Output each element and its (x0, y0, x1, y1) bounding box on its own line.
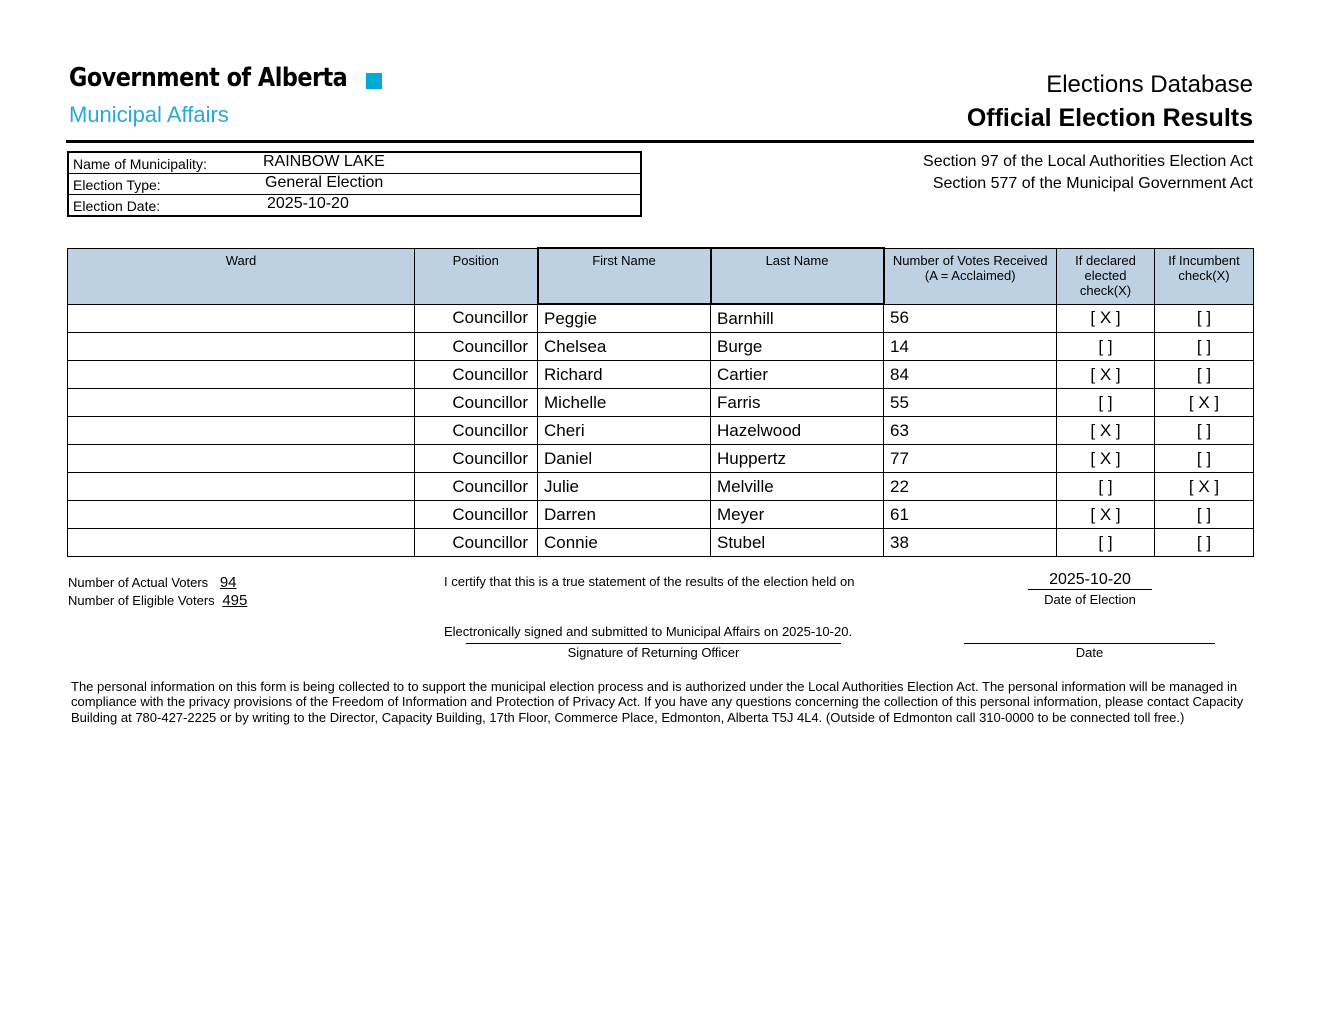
incumbent-check-cell: [ ] (1155, 501, 1254, 529)
header-ward: Ward (68, 248, 415, 304)
eligible-voters-value: 495 (222, 592, 248, 609)
government-logo-text: Government of Alberta (69, 63, 348, 93)
first-name-cell: Cheri (538, 417, 711, 445)
table-row (68, 417, 1254, 445)
first-name-cell: Daniel (538, 445, 711, 473)
position-cell: Councillor (415, 417, 538, 445)
election-date-row (69, 195, 640, 215)
privacy-notice: The personal information on this form is being collected to to support the municipal election process and is authorized under the Local Authorities Election Act. The personal information will be managed in compliance with the privacy provisions of the Freedom of Information and Protection of Privacy Act. If you have any questions concerning the collection of this personal information, please contact Capacity Building at 780-427-2225 or by writing to the Director, Capacity Building, 17th Floor, Commerce Place, Edmonton, Alberta T5J 4L4. (Outside of Edmonton call 310-0000 to be connected toll free.) (71, 679, 1244, 725)
date-label: Date (1075, 645, 1104, 660)
votes-cell: 38 (884, 529, 1057, 557)
act-reference-2: Section 577 of the Municipal Government Act (932, 175, 1253, 192)
ward-cell (68, 304, 415, 333)
document-title: Official Election Results (966, 104, 1253, 132)
header-position: Position (415, 248, 538, 304)
table-header-row (68, 248, 1254, 304)
elected-check-cell: [ ] (1057, 389, 1155, 417)
act-reference-1: Section 97 of the Local Authorities Election Act (923, 153, 1253, 170)
actual-voters-label: Number of Actual Voters (68, 575, 209, 590)
votes-cell: 63 (884, 417, 1057, 445)
first-name-cell: Darren (538, 501, 711, 529)
ward-cell (68, 333, 415, 361)
header-votes: Number of Votes Received (A = Acclaimed) (884, 248, 1057, 304)
certify-date: 2025-10-20 (1028, 571, 1152, 590)
first-name-cell: Connie (538, 529, 711, 557)
date-line (964, 643, 1215, 644)
elected-check-cell: [ X ] (1057, 304, 1155, 333)
last-name-cell: Burge (711, 333, 884, 361)
actual-voters (68, 574, 237, 591)
incumbent-check-cell: [ ] (1155, 529, 1254, 557)
municipality-value: RAINBOW LAKE (263, 153, 385, 170)
election-type-row (69, 174, 640, 195)
ward-cell (68, 501, 415, 529)
position-cell: Councillor (415, 389, 538, 417)
ward-cell (68, 361, 415, 389)
certify-statement: I certify that this is a true statement of the results of the election held on (444, 574, 855, 589)
last-name-cell: Huppertz (711, 445, 884, 473)
municipality-label: Name of Municipality: (73, 156, 207, 172)
signature-label: Signature of Returning Officer (567, 645, 740, 660)
eligible-voters-label: Number of Eligible Voters (68, 593, 215, 608)
first-name-cell: Chelsea (538, 333, 711, 361)
last-name-cell: Melville (711, 473, 884, 501)
header-incumbent: If Incumbent check(X) (1155, 248, 1254, 304)
municipality-row (69, 153, 640, 174)
header-divider (66, 140, 1254, 143)
table-row (68, 304, 1254, 333)
election-type-label: Election Type: (73, 177, 161, 193)
first-name-cell: Michelle (538, 389, 711, 417)
date-of-election-label: Date of Election (1044, 592, 1136, 607)
table-row (68, 333, 1254, 361)
elected-check-cell: [ X ] (1057, 501, 1155, 529)
table-row (68, 529, 1254, 557)
position-cell: Councillor (415, 529, 538, 557)
electronic-signature-note: Electronically signed and submitted to Municipal Affairs on 2025-10-20. (444, 624, 853, 639)
incumbent-check-cell: [ X ] (1155, 389, 1254, 417)
last-name-cell: Stubel (711, 529, 884, 557)
position-cell: Councillor (415, 304, 538, 333)
elected-check-cell: [ X ] (1057, 417, 1155, 445)
header-first-name: First Name (538, 248, 711, 304)
election-date-label: Election Date: (73, 198, 161, 214)
election-type-value: General Election (265, 174, 384, 191)
ward-cell (68, 473, 415, 501)
elected-check-cell: [ ] (1057, 529, 1155, 557)
elected-check-cell: [ X ] (1057, 361, 1155, 389)
eligible-voters (68, 592, 247, 609)
header-last-name: Last Name (711, 248, 884, 304)
last-name-cell: Cartier (711, 361, 884, 389)
incumbent-check-cell: [ ] (1155, 417, 1254, 445)
last-name-cell: Hazelwood (711, 417, 884, 445)
votes-cell: 55 (884, 389, 1057, 417)
votes-cell: 61 (884, 501, 1057, 529)
table-row (68, 361, 1254, 389)
first-name-cell: Peggie (538, 304, 711, 333)
elected-check-cell: [ ] (1057, 333, 1155, 361)
position-cell: Councillor (415, 501, 538, 529)
position-cell: Councillor (415, 445, 538, 473)
last-name-cell: Farris (711, 389, 884, 417)
incumbent-check-cell: [ ] (1155, 333, 1254, 361)
ward-cell (68, 445, 415, 473)
election-date-value: 2025-10-20 (267, 195, 349, 212)
first-name-cell: Richard (538, 361, 711, 389)
first-name-cell: Julie (538, 473, 711, 501)
incumbent-check-cell: [ ] (1155, 361, 1254, 389)
ward-cell (68, 389, 415, 417)
elected-check-cell: [ ] (1057, 473, 1155, 501)
ministry-name: Municipal Affairs (69, 102, 229, 127)
last-name-cell: Meyer (711, 501, 884, 529)
table-row (68, 389, 1254, 417)
incumbent-check-cell: [ X ] (1155, 473, 1254, 501)
votes-cell: 22 (884, 473, 1057, 501)
position-cell: Councillor (415, 361, 538, 389)
votes-cell: 84 (884, 361, 1057, 389)
signature-line (466, 643, 841, 644)
municipality-info-box (67, 151, 642, 217)
votes-cell: 14 (884, 333, 1057, 361)
incumbent-check-cell: [ ] (1155, 445, 1254, 473)
election-results-table (67, 247, 1254, 557)
votes-cell: 56 (884, 304, 1057, 333)
table-row (68, 445, 1254, 473)
database-title: Elections Database (1046, 71, 1253, 98)
actual-voters-value: 94 (219, 574, 237, 591)
logo-square-icon (366, 73, 382, 89)
header-elected: If declared elected check(X) (1057, 248, 1155, 304)
ward-cell (68, 529, 415, 557)
table-row (68, 473, 1254, 501)
position-cell: Councillor (415, 473, 538, 501)
incumbent-check-cell: [ ] (1155, 304, 1254, 333)
elected-check-cell: [ X ] (1057, 445, 1155, 473)
position-cell: Councillor (415, 333, 538, 361)
last-name-cell: Barnhill (711, 304, 884, 333)
votes-cell: 77 (884, 445, 1057, 473)
table-row (68, 501, 1254, 529)
ward-cell (68, 417, 415, 445)
